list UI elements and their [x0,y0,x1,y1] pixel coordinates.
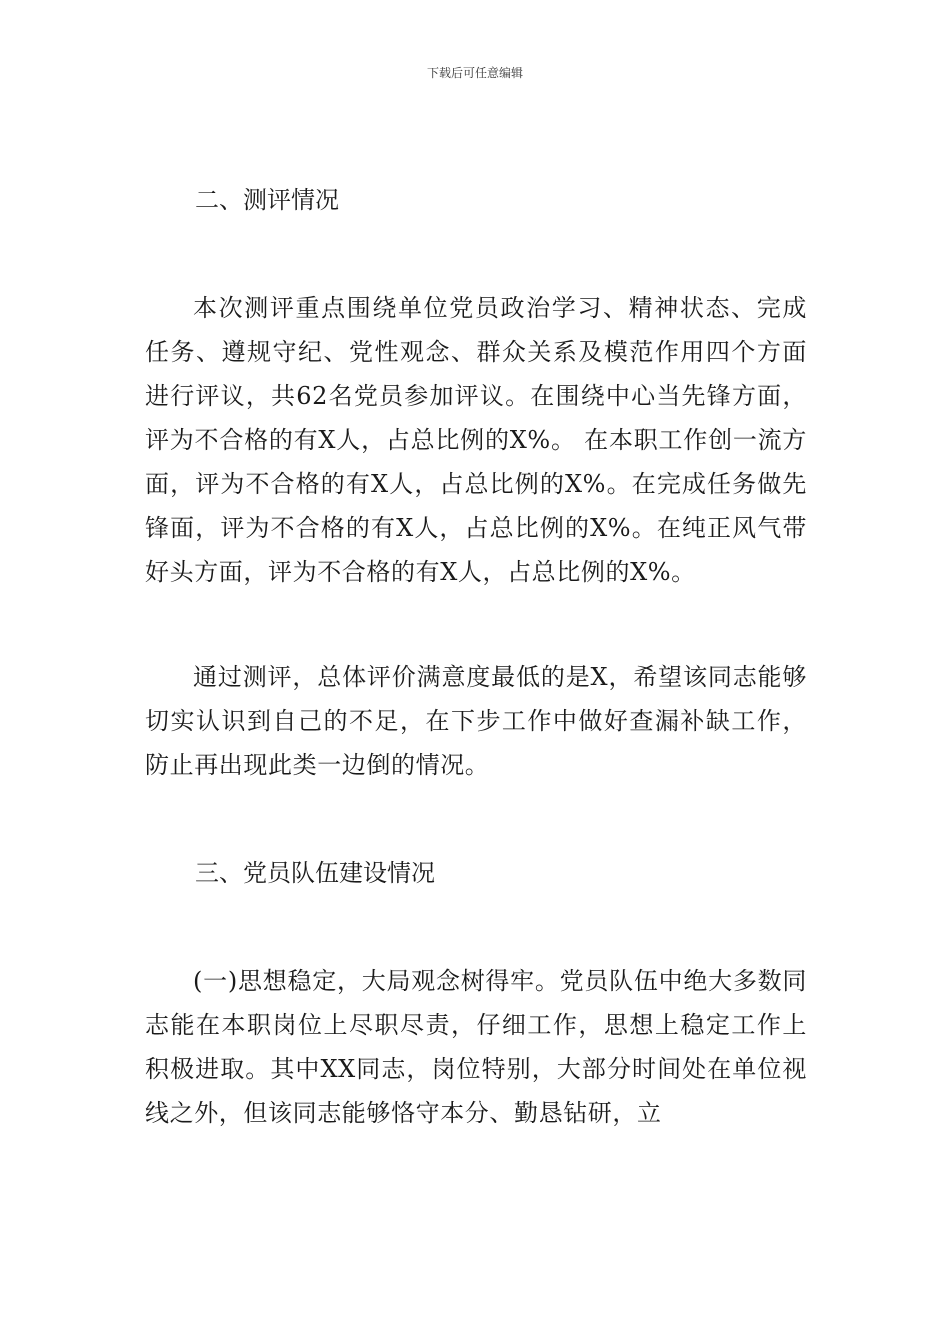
paragraph-spacer [145,895,807,959]
paragraph-ideological-stability: (一)思想稳定，大局观念树得牢。党员队伍中绝大多数同志能在本职岗位上尽职尽责，仔细工作，思想上稳定工作上积极进取。其中XX同志，岗位特别，大部分时间处在单位视线之外，但该同志能够恪守本分、勤恳钻研，立 [145,967,807,1127]
paragraph-evaluation-conclusion: 通过测评，总体评价满意度最低的是X，希望该同志能够切实认识到自己的不足，在下步工作中做好查漏补缺工作，防止再出现此类一边倒的情况。 [145,663,807,779]
paragraph-spacer [145,787,807,851]
paragraph-evaluation-results: 本次测评重点围绕单位党员政治学习、精神状态、完成任务、遵规守纪、党性观念、群众关系及模范作用四个方面进行评议，共62名党员参加评议。在围绕中心当先锋方面，评为不合格的有X人，占总比例的X%。 在本职工作创一流方面，评为不合格的有X人，占总比例的X%。在完成任务做先锋面，评为不合格的有X人，占总比例的X%。在纯正风气带好头方面，评为不合格的有X人，占总比例的X%。 [145,294,807,586]
document-body [145,178,807,1135]
paragraph-spacer [145,222,807,286]
section-heading-team-building: 三、党员队伍建设情况 [195,859,435,887]
section-heading-evaluation: 二、测评情况 [195,186,339,214]
paragraph-spacer [145,594,807,655]
page-header-note: 下载后可任意编辑 [426,66,523,80]
